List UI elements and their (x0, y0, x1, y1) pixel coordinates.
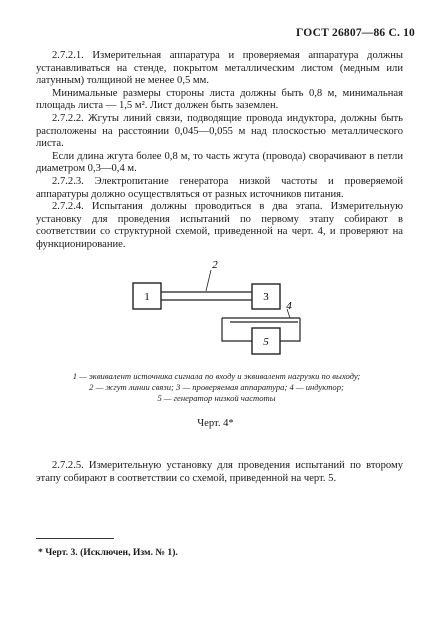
paragraph: Минимальные размеры стороны листа должны быть 0,8 м, минимальная площадь листа — 1,5 м². Лист должен быть заземлен. (36, 87, 403, 112)
inductor-label: 4 (286, 300, 292, 312)
cable-label: 2 (212, 259, 218, 271)
caption-line: 2 — жгут линии связи; 3 — проверяемая аппаратура; 4 — индуктор; (89, 381, 344, 392)
paragraph: 2.7.2.5. Измерительную установку для проведения испытаний по второму этапу собирают в соответствии со схемой, приведенной на черт. 5. (36, 460, 403, 484)
paragraph: Если длина жгута более 0,8 м, то часть жгута (провода) сворачивают в петли диаметром 0,3—0,4 м. (36, 150, 403, 175)
footnote-divider (36, 538, 114, 539)
footnote: * Черт. 3. (Исключен, Изм. № 1). (38, 547, 178, 558)
paragraph: 2.7.2.4. Испытания должны проводиться в два этапа. Измерительную установку для проведения испытаний по первому этапу собирают в соответствии со структурной схемой, приведенной на черт. 4, и проверяют на функционирование. (36, 201, 403, 250)
block-5-label: 5 (263, 336, 269, 348)
caption-line: 1 — эквивалент источника сигнала по входу и эквивалент нагрузки по выходу; (72, 371, 361, 381)
circuit-diagram (0, 254, 431, 364)
paragraph: 2.7.2.1. Измерительная аппаратура и проверяемая аппаратура должны устанавливаться на стенде, покрытом металлическим листом (медным или латунным) толщиной не менее 0,5 мм. (36, 50, 403, 87)
block-1-label: 1 (144, 291, 150, 303)
caption-line: 5 — генератор низкой частоты (157, 392, 276, 403)
paragraph: 2.7.2.3. Электропитание генератора низкой частоты и проверяемой аппаратуры должно осуществляться от разных источников питания. (36, 175, 403, 200)
body-text (36, 50, 403, 252)
figure-caption (44, 371, 389, 403)
page-header: ГОСТ 26807—86 С. 10 (296, 27, 415, 39)
cable-label-leader (206, 270, 211, 291)
figure-title: Черт. 4* (197, 418, 234, 429)
paragraph: 2.7.2.2. Жгуты линий связи, подводящие провода индуктора, должны быть расположены на расстоянии 0,045—0,055 м над плоскостью металлического листа. (36, 112, 403, 150)
block-3-label: 3 (263, 291, 269, 303)
